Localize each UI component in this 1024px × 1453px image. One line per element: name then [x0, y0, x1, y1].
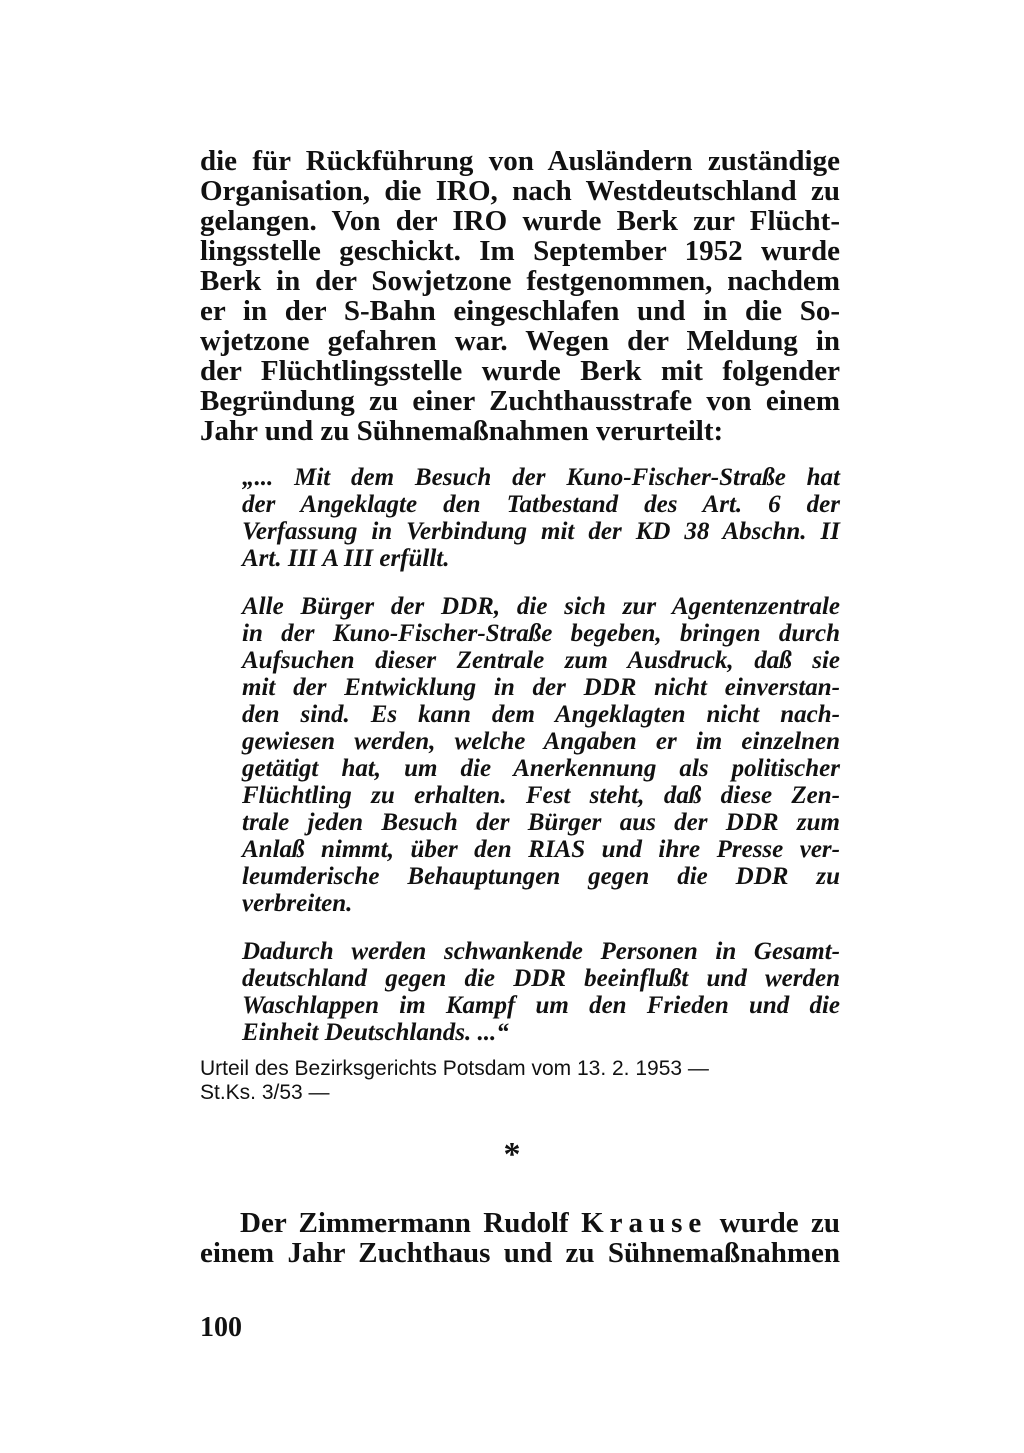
quote-line: Anlaß nimmt, über den RIAS und ihre Presse ver- — [242, 836, 840, 863]
text-line: die für Rückführung von Ausländern zuständige — [200, 145, 840, 177]
text-line: wjetzone gefahren war. Wegen der Meldung in — [200, 325, 840, 357]
page-number: 100 — [200, 1312, 242, 1343]
quote-line: Einheit Deutschlands. ...“ — [242, 1019, 509, 1046]
quote-line: Art. III A III erfüllt. — [242, 545, 450, 572]
person-name: Krause — [581, 1207, 708, 1239]
citation-line: St.Ks. 3/53 — — [200, 1081, 330, 1104]
text-run: wurde zu — [719, 1207, 840, 1239]
quote-line: Aufsuchen dieser Zentrale zum Ausdruck, daß sie — [242, 647, 840, 674]
text-line: Jahr und zu Sühnemaßnahmen verurteilt: — [200, 415, 724, 447]
quote-line: verbreiten. — [242, 890, 353, 917]
text-line: einem Jahr Zuchthaus und zu Sühnemaßnahmen — [200, 1237, 840, 1269]
quote-line: Dadurch werden schwankende Personen in Gesamt- — [242, 938, 840, 965]
text-line: der Flüchtlingsstelle wurde Berk mit folgender — [200, 355, 840, 387]
quote-line: leumderische Behauptungen gegen die DDR zu — [242, 863, 840, 890]
quote-line: getätigt hat, um die Anerkennung als politischer — [242, 755, 840, 782]
text-line: gelangen. Von der IRO wurde Berk zur Flücht- — [200, 205, 840, 237]
asterisk-separator: * — [503, 1136, 521, 1173]
quote-line: Waschlappen im Kampf um den Frieden und die — [242, 992, 840, 1019]
text-line — [240, 1208, 840, 1238]
quote-line: Verfassung in Verbindung mit der KD 38 Abschn. II — [242, 518, 840, 545]
text-line: Organisation, die IRO, nach Westdeutschland zu — [200, 175, 840, 207]
quote-line: Alle Bürger der DDR, die sich zur Agentenzentrale — [242, 593, 840, 620]
quote-line: „... Mit dem Besuch der Kuno-Fischer-Straße hat — [242, 464, 840, 491]
text-line: er in der S-Bahn eingeschlafen und in die So- — [200, 295, 840, 327]
quote-line: der Angeklagte den Tatbestand des Art. 6 der — [242, 491, 840, 518]
text-run: Der Zimmermann Rudolf — [240, 1207, 569, 1239]
quote-line: den sind. Es kann dem Angeklagten nicht nach- — [242, 701, 840, 728]
text-line: lingsstelle geschickt. Im September 1952 wurde — [200, 235, 840, 267]
text-line: Begründung zu einer Zuchthausstrafe von einem — [200, 385, 840, 417]
text-line: Berk in der Sowjetzone festgenommen, nachdem — [200, 265, 840, 297]
quote-line: trale jeden Besuch der Bürger aus der DDR zum — [242, 809, 840, 836]
quote-line: in der Kuno-Fischer-Straße begeben, bringen durch — [242, 620, 840, 647]
citation-line: Urteil des Bezirksgerichts Potsdam vom 13. 2. 1953 — — [200, 1057, 709, 1080]
quote-line: deutschland gegen die DDR beeinflußt und werden — [242, 965, 840, 992]
quote-line: Flüchtling zu erhalten. Fest steht, daß diese Zen- — [242, 782, 840, 809]
quote-line: mit der Entwicklung in der DDR nicht einverstan- — [242, 674, 840, 701]
quote-line: gewiesen werden, welche Angaben er im einzelnen — [242, 728, 840, 755]
